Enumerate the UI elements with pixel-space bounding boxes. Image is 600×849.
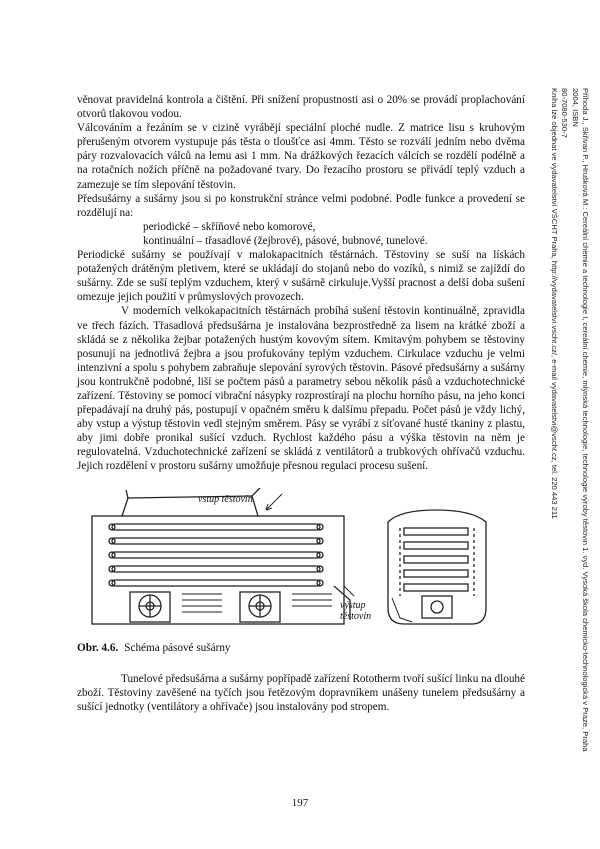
citation-line-1: Příhoda J., Skřivan P., Hrušková M.: Cereální chemie a technologie I, cereální chemie, mlýnská technologie, technologie výroby těstovin 1. vyd. Vysoká škola chemicko-technologická v Praze, Praha 2004, ISBN	[570, 88, 590, 752]
conveyor-belts	[112, 524, 320, 586]
citation-line-2: 80-7080-530-7	[560, 88, 570, 138]
label-input: vstup těstovin	[198, 494, 253, 505]
fan-left	[130, 592, 170, 622]
citation-line-3: Kniha lze objednat ve vydavatelství VŠCHT Praha, http://vydavatelstvi.vscht.cz/, e-mail vydavatelstvi@vscht.cz, tel. 220 443 211	[549, 88, 559, 519]
belt-dryer-diagram	[82, 488, 518, 628]
figure-caption	[77, 641, 525, 655]
paragraph-periodic: Periodické sušárny se používají v malokapacitních těstárnách. Těstoviny se suší na lískách potažených drátěným pletivem, které se ukládají do stojanů nebo do vozíků, s nimiž se zajíždí do sušárny. Zde se suší teplým vzduchem, který v sušárně cirkuluje.Vyšší pracnost a delší doba sušení omezuje jejich použití v průmyslových provozech.	[77, 249, 525, 304]
list-item-periodic: periodické – skříňové nebo komorové,	[143, 220, 316, 233]
figure-number: Obr. 4.6.	[77, 642, 119, 654]
dryer-side-view	[388, 510, 486, 624]
paragraph-modern: V moderních velkokapacitních těstárnách probíhá sušení těstovin kontinuálně, zpravidla ve třech fázích. Třasadlová předsušárna je instalována bezprostředně za lisem na krátké zboží a skládá se z několika žejbar potažených hustým kovovým sítem. Kmitavým pohybem se těstoviny posunují na jednotlivá žejbra a jsou profukovány teplým vzduchem. Cirkulace vzduchu je velmi intenzivní a spolu s pohybem zabraňuje slepování syrových těstovin. Pásové předsušárny a sušárny jsou kontrukčně podobné, liší se počtem pásů a parametry sebou několik pásů a vzduchotechnické zařízení. Těstoviny se pomocí vibrační násypky rozprostírají na plochu horního pásu, na jeho konci přepadávají na druhý pás, postupují v opačném směru k dalšímu přepadu. Počet pásů je vždy lichý, aby vstup a výstup těstovin vedl stejným směrem. Pásy se vyrábí z síťované husté tkaniny z plastu, aby jimi dobře pronikal sušící vzduch. Rychlost každého pásu a výška těstovin na něm je regulovatelná. Vzduchotechnické zařízení se skládá z ventilátorů a trubkových ohřívačů vzduchu. Jejich rozdělení v prostoru sušárny umožňuje přesnou regulaci procesu sušení.	[77, 305, 525, 473]
paragraph-dryer-types: Předsušárny a sušárny jsou si po konstrukční stránce velmi podobné. Podle funkce a provedení se rozdělují na:	[77, 192, 525, 219]
fan-right	[240, 592, 280, 622]
body-text	[77, 93, 525, 474]
citation-sidebar	[540, 88, 590, 768]
figure-title: Schéma pásové sušárny	[124, 642, 231, 654]
tail-text	[77, 672, 525, 714]
label-output-1: výstup	[340, 600, 366, 611]
label-output-2: těstovin	[340, 611, 372, 622]
paragraph-tunnel: Tunelové předsušárna a sušárny popřípadě zařízení Rototherm tvoří sušící linku na dlouhé zboží. Těstoviny zavěšené na tyčích jsou řetězovým dopravníkem unášeny tunelem předsušárny a sušící jednotky (ventilátory a ohřívače) jsou instalovány pod stropem.	[77, 673, 525, 714]
list-item-continuous: kontinuální – třasadlové (žejbrové), pásové, bubnové, tunelové.	[143, 234, 428, 247]
paragraph-cleaning: věnovat pravidelná kontrola a čištění. Při snížení propustnosti asi o 20% se provádí proplachování otvorů tlakovou vodou.	[77, 94, 525, 121]
paragraph-rolling: Válcováním a řezáním se v cizině vyrábějí speciální ploché nudle. Z matrice lisu s kruhovým přerušeným otvorem vystupuje pás těsta o tloušťce asi 4mm. Těsto se rozválí jedním nebo dvěma páry rozvalovacích válců na lemu asi 1 mm. Na drážkových řezacích válcích se rozdělí podélně a na rotačních nožích příčně na požadované tvary. Do řezacího prostoru se přivádí teplý vzduch a zamezuje se tím slepování těstovin.	[77, 122, 525, 191]
page-number: 197	[291, 797, 309, 809]
belt-dryer-drawing	[82, 488, 518, 628]
